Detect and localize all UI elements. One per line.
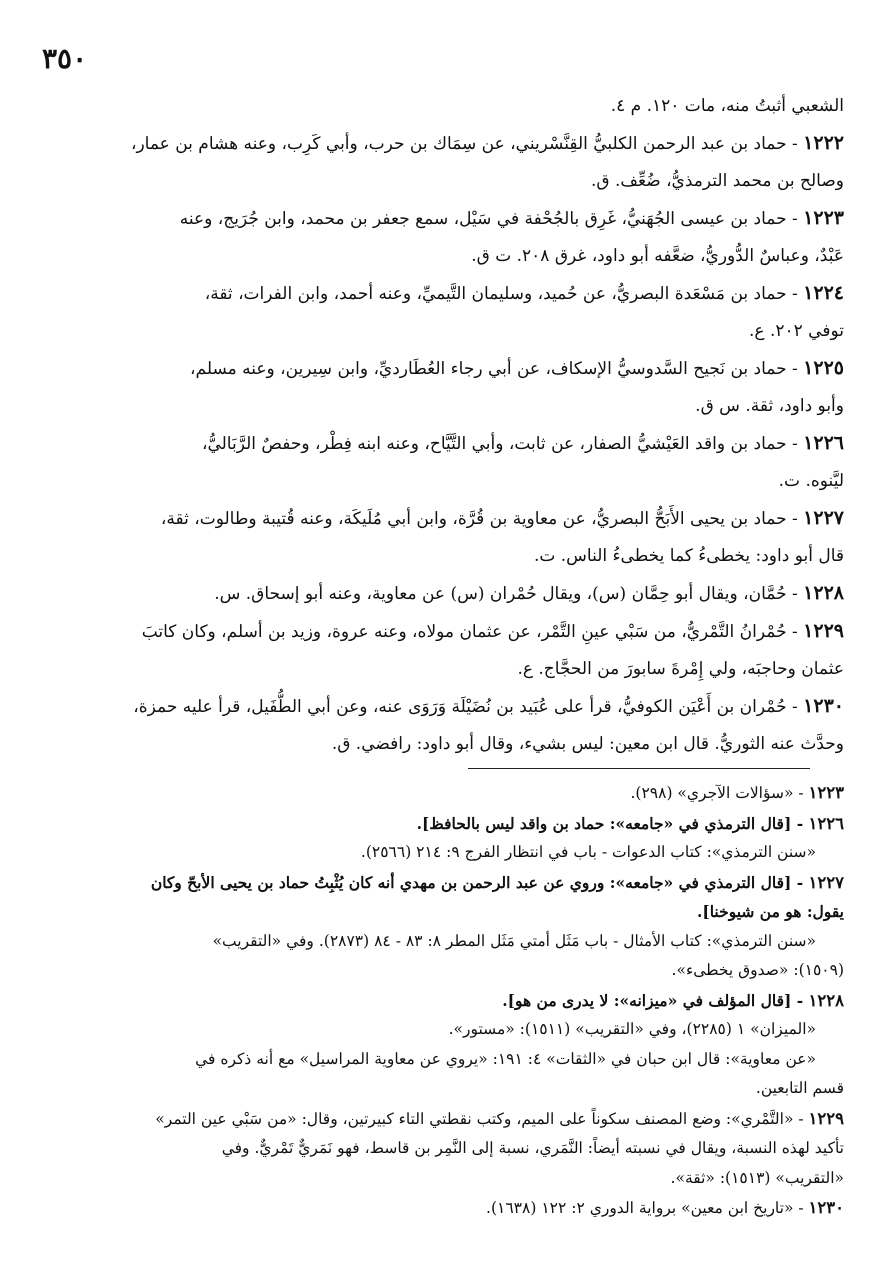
note-1223: ١٢٢٣ - «سؤالات الآجري» (٢٩٨). bbox=[630, 783, 844, 802]
entry-number: ١٢٢٢ bbox=[803, 132, 844, 154]
entry-number: ١٢٢٤ bbox=[803, 282, 844, 304]
entry-text: حماد بن يحيى الأَبَحُّ البصريُّ، عن معاوية بن قُرَّة، وابن أبي مُلَيكَة، وعنه قُتيبة وطالوت، ثقة، bbox=[160, 509, 787, 529]
entry-text: حماد بن مَسْعَدة البصريُّ، عن حُميد، وسليمان التَّيميِّ، وعنه أحمد، وابن الفرات، ثقة، bbox=[204, 284, 787, 304]
note-1226: ١٢٢٦ - [قال الترمذي في «جامعه»: حماد بن واقد ليس بالحافظ]. bbox=[416, 813, 844, 833]
entry-text: حماد بن عبد الرحمن الكلبيُّ القِنَّسْريني، عن سِمَاك بن حرب، وأبي كَرِب، وعنه هشام بن عمار، bbox=[130, 134, 787, 154]
note-1230: ١٢٣٠ - «تاريخ ابن معين» برواية الدوري ٢: ١٢٢ (١٦٣٨). bbox=[486, 1198, 844, 1217]
entry-number: ١٢٢٦ bbox=[803, 432, 844, 454]
note-line: «سنن الترمذي»: كتاب الأمثال - باب مَثَل أمتي مَثَل المطر ٨: ٨٣ - ٨٤ (٢٨٧٣). وفي «التقريب» bbox=[212, 931, 816, 950]
entry-continuation-line: وصالح بن محمد الترمذيُّ، ضُعِّف. ق. bbox=[591, 171, 844, 191]
entry-continuation bbox=[38, 88, 844, 125]
note-1227: ١٢٢٧ - [قال الترمذي في «جامعه»: وروي عن عبد الرحمن بن مهدي أنه كان يُثْبِتُ حماد بن يحيى الأبحّ وكان bbox=[150, 872, 844, 892]
entry-number: ١٢٢٥ bbox=[803, 357, 844, 379]
note-line: «الميزان» ١ (٢٢٨٥)، وفي «التقريب» (١٥١١): «مستور». bbox=[448, 1020, 816, 1038]
footnotes bbox=[38, 778, 844, 1224]
entry-text: حماد بن نَجيح السَّدوسيُّ الإسكاف، عن أبي رجاء العُطَارديِّ، وابن سِيرين، وعنه مسلم، bbox=[190, 359, 787, 379]
entry-1225: ١٢٢٥ - حماد بن نَجيح السَّدوسيُّ الإسكاف، عن أبي رجاء العُطَارديِّ، وابن سِيرين، وعنه مسلم، bbox=[190, 357, 844, 379]
entry-continuation-line: توفي ٢٠٢. ع. bbox=[749, 321, 844, 341]
entry-1227: ١٢٢٧ - حماد بن يحيى الأَبَحُّ البصريُّ، عن معاوية بن قُرَّة، وابن أبي مُلَيكَة، وعنه قُتيبة وطالوت، ثقة، bbox=[160, 507, 844, 529]
entry-1229: ١٢٢٩ - حُمْرانُ التَّمْريُّ، من سَبْي عينِ التَّمْر، عن عثمان مولاه، وعنه عروة، وزيد بن أسلم، وكان كاتبَ bbox=[141, 620, 844, 642]
entry-continuation-line: عَبْدٌ، وعباسٌ الدُّوريُّ، ضعَّفه أبو داود، غرق ٢٠٨. ت ق. bbox=[471, 246, 844, 266]
entry-text: حُمْران بن أَعْيَن الكوفيُّ، قرأ على عُبَيد بن نُضَيْلَة وَرَوَى عنه، وعن أبي الطُّفَيل، قرأ عليه حمزة، bbox=[133, 697, 787, 717]
note-line: تأكيد لهذه النسبة، ويقال في نسبته أيضاً: النَّمَري، نسبة إلى النَّمِر بن قاسط، فهو نَمَريٌّ تَمْريٌّ. وفي bbox=[221, 1139, 844, 1157]
note-1229: ١٢٢٩ - «التَّمْري»: وضع المصنف سكوناً على الميم، وكتب نقطتي التاء كبيرتين، وقال: «من سَبْي عين التمر» bbox=[155, 1108, 844, 1128]
note-line: (١٥٠٩): «صدوق يخطىء». bbox=[671, 961, 844, 979]
biography-entries bbox=[38, 88, 844, 763]
note-number: ١٢٣٠ bbox=[808, 1198, 844, 1217]
entry-number: ١٢٢٨ bbox=[803, 582, 844, 604]
entry-1226: ١٢٢٦ - حماد بن واقد العَيْشيُّ الصفار، عن ثابت، وأبي التَّيَّاح، وعنه ابنه فِطْر، وحفصٌ الرَّبَاليُّ، bbox=[201, 432, 844, 454]
entry-continuation-line: وأبو داود، ثقة. س ق. bbox=[695, 396, 844, 416]
footnote-divider bbox=[468, 768, 810, 769]
entry-number: ١٢٣٠ bbox=[803, 695, 844, 717]
entry-number: ١٢٢٩ bbox=[803, 620, 844, 642]
entry-1230: ١٢٣٠ - حُمْران بن أَعْيَن الكوفيُّ، قرأ على عُبَيد بن نُضَيْلَة وَرَوَى عنه، وعن أبي الطُّفَيل، قرأ عليه حمزة، bbox=[133, 695, 844, 717]
entry-1223: ١٢٢٣ - حماد بن عيسى الجُهَنيُّ، غَرِق بالجُحْفة في سَيْل، سمع جعفر بن محمد، وابن جُرَيج، وعنه bbox=[179, 207, 844, 229]
entry-1222: ١٢٢٢ - حماد بن عبد الرحمن الكلبيُّ القِنَّسْريني، عن سِمَاك بن حرب، وأبي كَرِب، وعنه هشام بن عمار، bbox=[130, 132, 844, 154]
entry-text: الشعبي أثبتُ منه، مات ١٢٠. م ٤. bbox=[610, 96, 844, 116]
entry-1228: ١٢٢٨ - حُمَّان، ويقال أبو حِمَّان (س)، ويقال حُمْران (س) عن معاوية، وعنه أبو إسحاق. س. bbox=[214, 582, 844, 604]
note-number: ١٢٢٧ bbox=[808, 872, 844, 892]
entry-continuation-line: وحدَّث عنه الثوريُّ. قال ابن معين: ليس بشيء، وقال أبو داود: رافضي. ق. bbox=[331, 734, 844, 754]
entry-continuation-line: قال أبو داود: يخطىءُ كما يخطىءُ الناس. ت. bbox=[533, 546, 844, 566]
entry-text: حُمْرانُ التَّمْريُّ، من سَبْي عينِ التَّمْر، عن عثمان مولاه، وعنه عروة، وزيد بن أسلم، وكان كاتبَ bbox=[141, 622, 787, 642]
entry-text: حماد بن واقد العَيْشيُّ الصفار، عن ثابت، وأبي التَّيَّاح، وعنه ابنه فِطْر، وحفصٌ الرَّبَاليُّ، bbox=[201, 434, 787, 454]
note-line: «التقريب» (١٥١٣): «ثقة». bbox=[670, 1168, 844, 1187]
note-line: «عن معاوية»: قال ابن حبان في «الثقات» ٤: ١٩١: «يروي عن معاوية المراسيل» مع أنه ذكره في bbox=[195, 1049, 816, 1068]
note-line: «سنن الترمذي»: كتاب الدعوات - باب في انتظار الفرج ٩: ٢١٤ (٢٥٦٦). bbox=[360, 843, 816, 861]
entry-number: ١٢٢٧ bbox=[803, 507, 844, 529]
entry-continuation-line: عثمان وحاجبَه، ولي إِمْرةَ سابورَ من الحجَّاج. ع. bbox=[517, 659, 844, 679]
entry-text: حماد بن عيسى الجُهَنيُّ، غَرِق بالجُحْفة في سَيْل، سمع جعفر بن محمد، وابن جُرَيج، وعنه bbox=[179, 209, 787, 229]
entry-number: ١٢٢٣ bbox=[803, 207, 844, 229]
entry-1224: ١٢٢٤ - حماد بن مَسْعَدة البصريُّ، عن حُميد، وسليمان التَّيميِّ، وعنه أحمد، وابن الفرات، ثقة، bbox=[204, 282, 844, 304]
note-1228: ١٢٢٨ - [قال المؤلف في «ميزانه»: لا يدرى من هو]. bbox=[502, 990, 844, 1010]
note-number: ١٢٢٣ bbox=[808, 783, 844, 802]
entry-text: حُمَّان، ويقال أبو حِمَّان (س)، ويقال حُمْران (س) عن معاوية، وعنه أبو إسحاق. س. bbox=[214, 584, 787, 604]
note-line: يقول: هو من شيوخنا]. bbox=[696, 902, 844, 921]
entry-continuation-line: ليَّنوه. ت. bbox=[778, 471, 844, 491]
note-number: ١٢٢٦ bbox=[808, 813, 844, 833]
note-number: ١٢٢٩ bbox=[808, 1108, 844, 1128]
note-line: قسم التابعين. bbox=[755, 1079, 844, 1097]
note-number: ١٢٢٨ bbox=[808, 990, 844, 1010]
page-number: ٣٥٠ bbox=[42, 42, 88, 75]
